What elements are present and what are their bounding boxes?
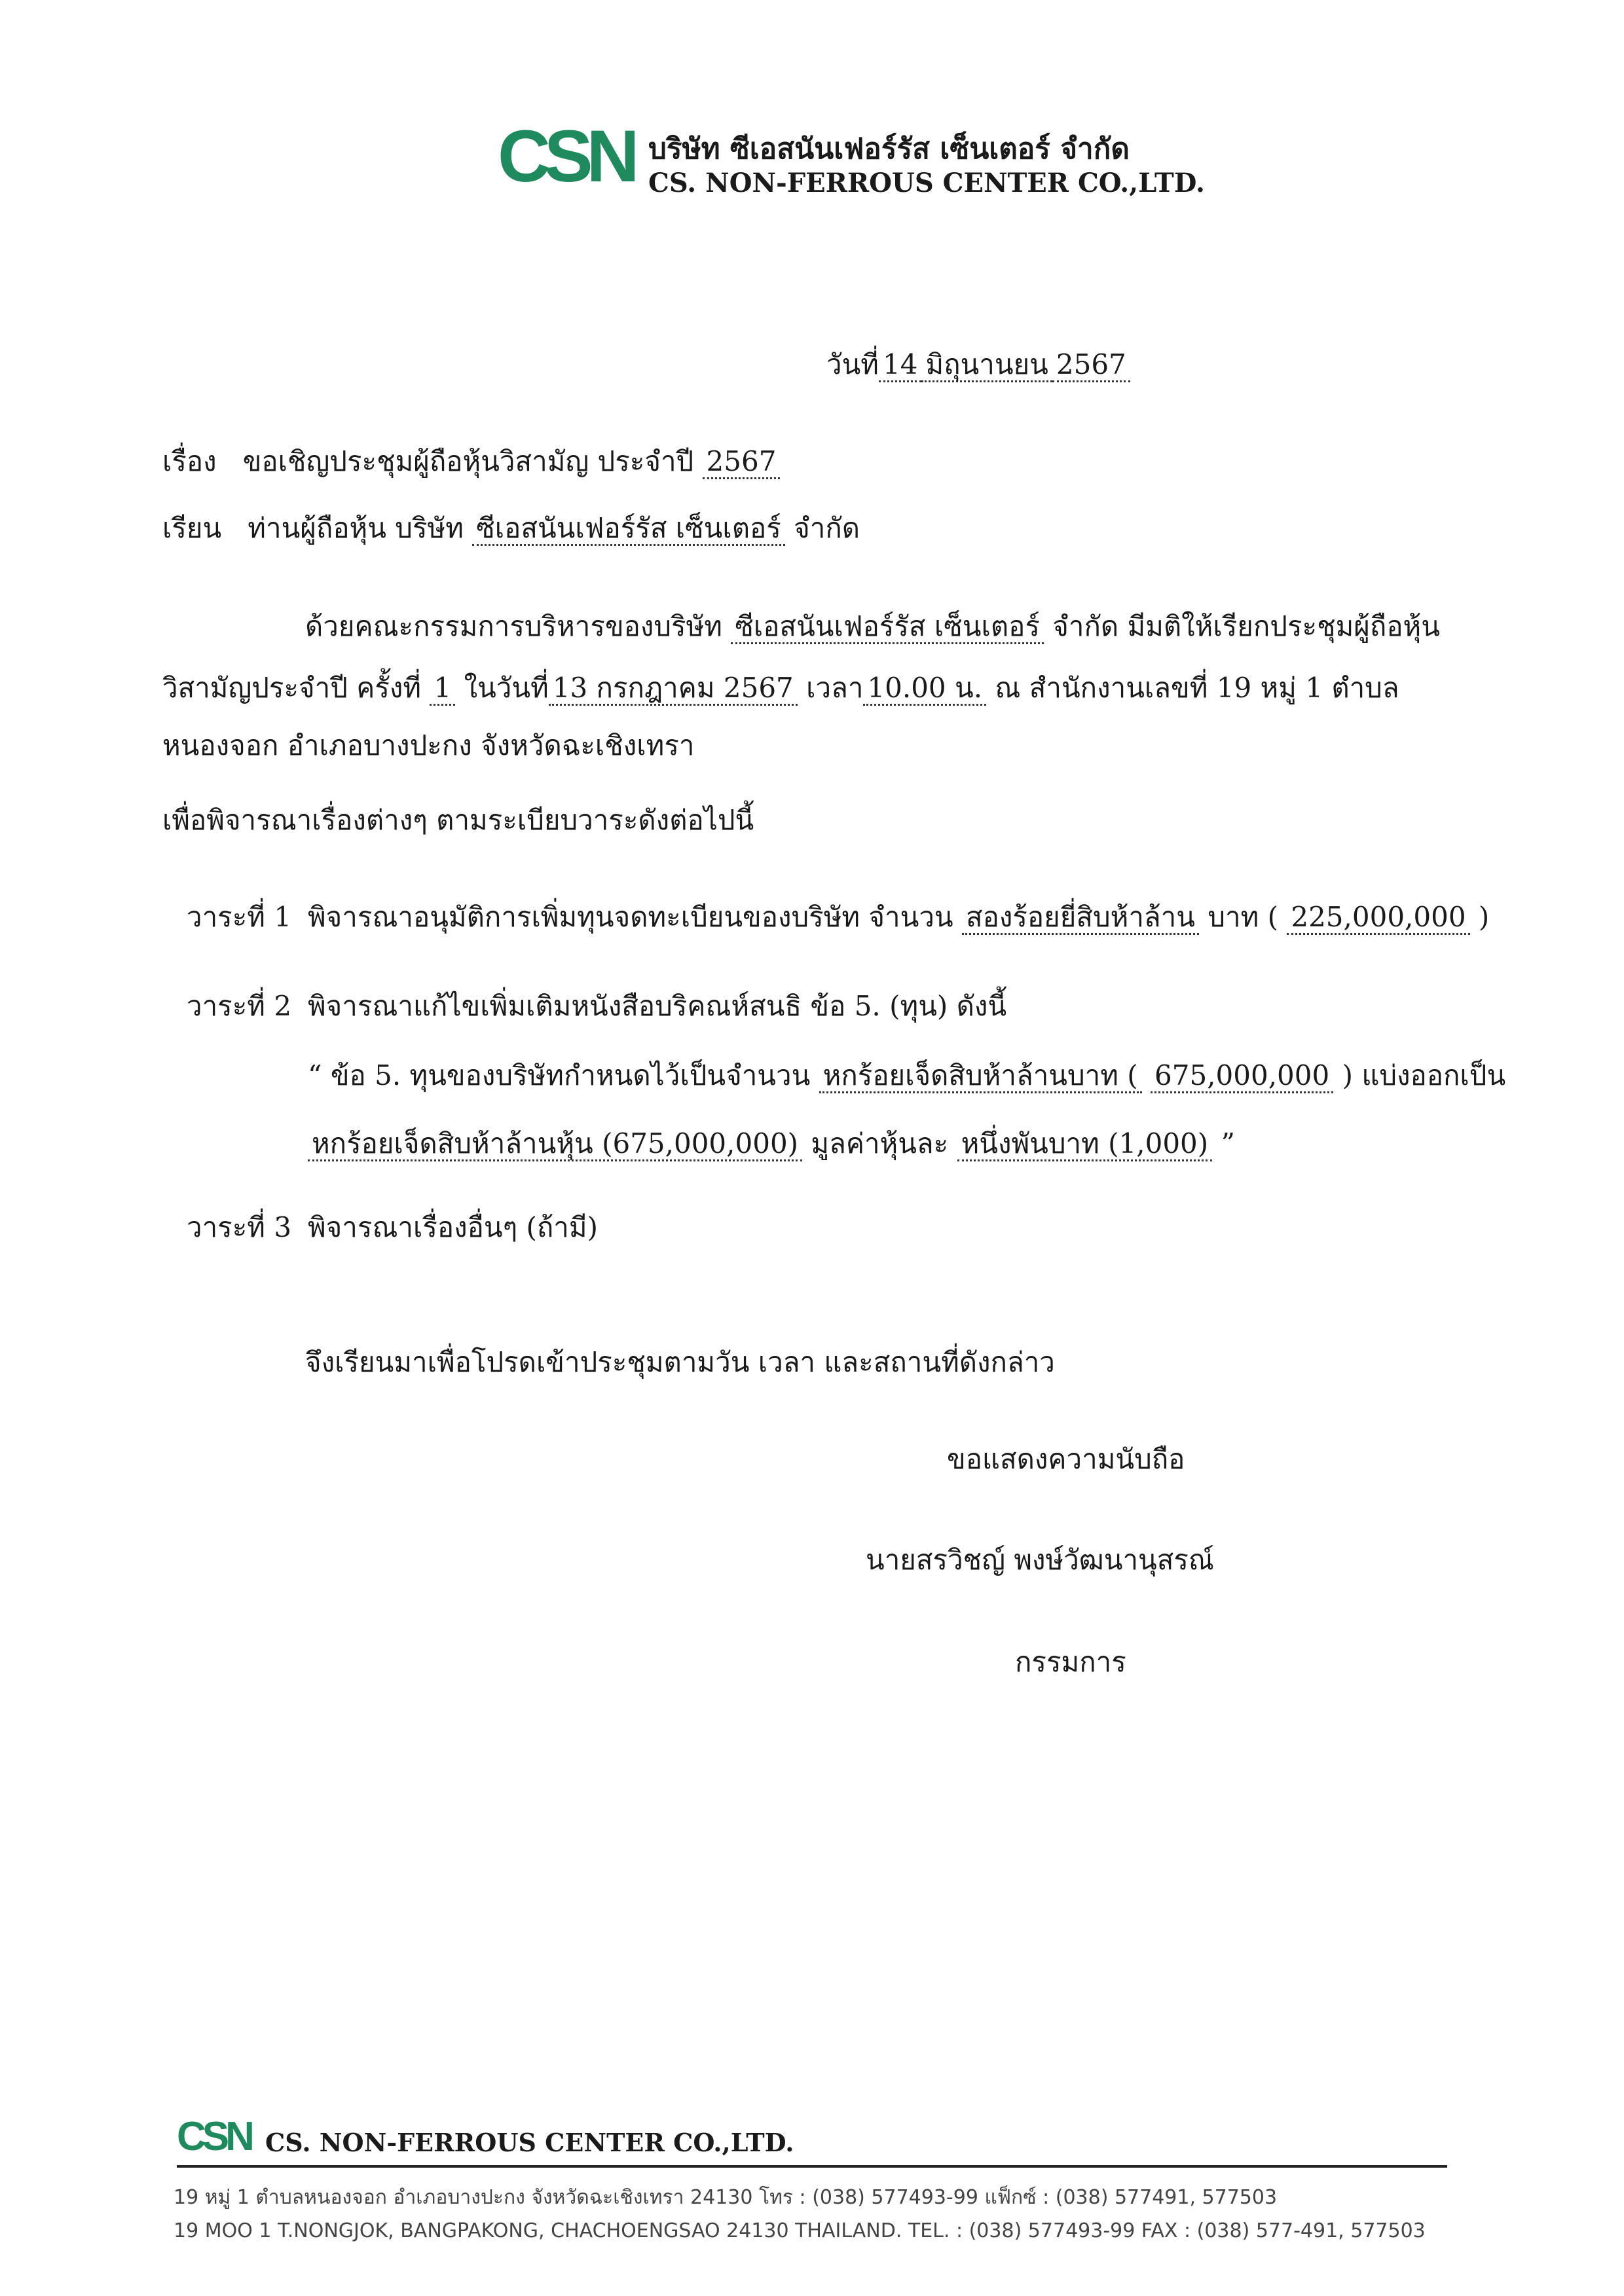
meeting-date-label: ในวันที่	[464, 672, 549, 704]
intro-text-a: ด้วยคณะกรรมการบริหารของบริษัท	[305, 610, 722, 642]
intro-line-4: เพื่อพิจารณาเรื่องต่างๆ ตามระเบียบวาระดังต่อไปนี้	[162, 804, 754, 836]
agenda-3-text: พิจารณาเรื่องอื่นๆ (ถ้ามี)	[308, 1211, 598, 1243]
signer-name: นายสรวิชญ์ พงษ์วัฒนานุสรณ์	[866, 1544, 1214, 1576]
company-name-en: CS. NON-FERROUS CENTER CO.,LTD.	[648, 168, 1205, 198]
agenda-2-text: พิจารณาแก้ไขเพิ่มเติมหนังสือบริคณห์สนธิ ข้อ 5. (ทุน) ดังนี้	[308, 990, 1007, 1022]
meeting-time-label: เวลา	[806, 672, 864, 704]
intro-company: ซีเอสนันเฟอร์รัส เซ็นเตอร์	[731, 610, 1044, 644]
agenda-1-label: วาระที่ 1	[187, 901, 292, 933]
recipient-company: ซีเอสนันเฟอร์รัส เซ็นเตอร์	[472, 512, 785, 546]
agenda-1-text	[308, 903, 1489, 931]
date-year: 2567	[1052, 348, 1130, 382]
subject-line	[162, 445, 780, 477]
recipient-suffix: จำกัด	[794, 512, 860, 544]
intro-text-b: จำกัด มีมติให้เรียกประชุมผู้ถือหุ้น	[1052, 610, 1440, 642]
intro-line-1	[305, 610, 1440, 642]
intro-line-3: หนองจอก อำเภอบางปะกง จังหวัดฉะเชิงเทรา	[162, 729, 695, 761]
quote-shares-words: หกร้อยเจ็ดสิบห้าล้านหุ้น (675,000,000)	[308, 1127, 802, 1161]
date-day: 14	[879, 348, 921, 382]
recipient-prefix: ท่านผู้ถือหุ้น บริษัท	[248, 512, 464, 544]
subject-text: ขอเชิญประชุมผู้ถือหุ้นวิสามัญ ประจำปี	[242, 445, 694, 477]
quote-text-b: ) แบ่งออกเป็น	[1342, 1059, 1506, 1091]
quote-par-value: หนึ่งพันบาท (1,000)	[957, 1127, 1213, 1161]
subject-year: 2567	[703, 445, 781, 479]
quote-close: ”	[1221, 1127, 1236, 1159]
agenda-1-close: )	[1478, 901, 1490, 933]
agenda-2-label: วาระที่ 2	[187, 990, 292, 1022]
quote-text-a: “ ข้อ 5. ทุนของบริษัทกำหนดไว้เป็นจำนวน	[308, 1059, 811, 1091]
agenda-1-desc: พิจารณาอนุมัติการเพิ่มทุนจดทะเบียนของบริษัท จำนวน	[308, 901, 953, 933]
meeting-no-label: วิสามัญประจำปี ครั้งที่	[162, 672, 422, 704]
footer-logo-text: CSN	[177, 2114, 251, 2159]
agenda-1-amount-words: สองร้อยยี่สิบห้าล้าน	[962, 901, 1199, 935]
date-month: มิถุนานยน	[921, 348, 1052, 382]
meeting-time: 10.00 น.	[863, 672, 986, 706]
company-logo-text: CSN	[498, 115, 633, 197]
date-label: วันที่	[826, 348, 879, 380]
closing-text: จึงเรียนมาเพื่อโปรดเข้าประชุมตามวัน เวลา และสถานที่ดังกล่าว	[305, 1346, 1055, 1378]
subject-label: เรื่อง	[162, 445, 217, 477]
meeting-date: 13 กรกฎาคม 2567	[549, 672, 798, 706]
quote-par-label: มูลค่าหุ้นละ	[811, 1127, 949, 1159]
recipient-label: เรียน	[162, 512, 222, 544]
meeting-place: ณ สำนักงานเลขที่ 19 หมู่ 1 ตำบล	[995, 672, 1399, 704]
quote-capital-words: หกร้อยเจ็ดสิบห้าล้านบาท (	[819, 1059, 1142, 1093]
agenda-3-label: วาระที่ 3	[187, 1211, 292, 1243]
meeting-no: 1	[430, 672, 455, 706]
footer-company-name: CS. NON-FERROUS CENTER CO.,LTD.	[265, 2128, 794, 2157]
recipient-line	[162, 512, 860, 544]
footer-address-en: 19 MOO 1 T.NONGJOK, BANGPAKONG, CHACHOENGSAO 24130 THAILAND. TEL. : (038) 577493-99 FAX : (038) 577-491, 577503	[174, 2219, 1426, 2242]
agenda-2-quote-line-1	[308, 1059, 1506, 1091]
company-name-th: บริษัท ซีเอสนันเฟอร์รัส เซ็นเตอร์ จำกัด	[648, 132, 1130, 166]
footer-address-th: 19 หมู่ 1 ตำบลหนองจอก อำเภอบางปะกง จังหวัดฉะเชิงเทรา 24130 โทร : (038) 577493-99 แฟ็กซ์ : (038) 577491, 577503	[174, 2186, 1278, 2209]
intro-line-2	[162, 674, 1399, 702]
footer-divider	[177, 2165, 1447, 2168]
agenda-2-quote-line-2	[308, 1127, 1236, 1159]
agenda-1-baht: บาท (	[1208, 901, 1278, 933]
footer-logo	[177, 2114, 251, 2159]
signer-position: กรรมการ	[1015, 1646, 1126, 1678]
agenda-1-amount: 225,000,000	[1287, 901, 1469, 935]
company-logo	[498, 115, 633, 197]
letter-date	[826, 348, 1130, 380]
closing-regards: ขอแสดงความนับถือ	[947, 1443, 1185, 1475]
quote-capital-amount: 675,000,000	[1151, 1059, 1333, 1093]
